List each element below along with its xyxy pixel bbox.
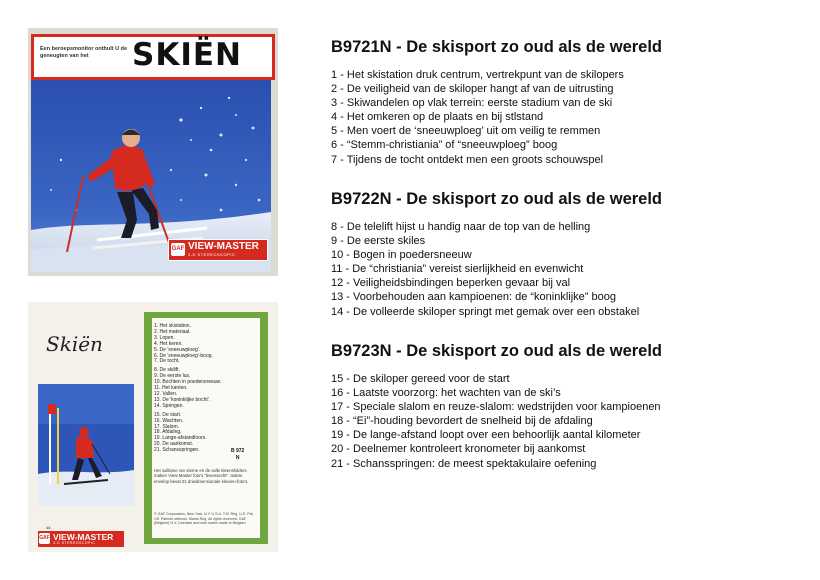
list-item: 9 - De eerste skiles: [331, 235, 426, 248]
list-item: 4 - Het omkeren op de plaats en bij stlstand: [331, 111, 544, 124]
back-cover-title: Skiën: [46, 332, 103, 356]
view-master-brand-text: VIEW-MASTER: [188, 241, 259, 252]
list-item: 9. De eerste lus.: [154, 373, 191, 380]
list-item: 1 - Het skistation druk centrum, vertrekpunt van de skilopers: [331, 69, 624, 81]
list-item: 19. Lange-afstandloors.: [154, 435, 207, 442]
gaf-logo: GAF: [39, 533, 50, 544]
reel-scene-list: [331, 372, 662, 471]
list-item: 13 - Voorbehouden aan kampioenen: de “koninklijke” boog: [331, 291, 616, 304]
list-item: 12 - Veiligheidsbindingen beperken gevaar bij val: [331, 277, 571, 290]
list-item: 13. De 'koninklijke bocht'.: [154, 396, 211, 403]
view-master-brand-text: VIEW-MASTER: [53, 532, 114, 542]
gaf-logo: GAF: [171, 243, 185, 256]
reel-code-suffix: N: [235, 455, 240, 461]
back-cover-skier-photo: [38, 384, 134, 506]
slalom-skier-illustration: [38, 384, 134, 506]
list-item: 5 - Men voert de ‘sneeuwploeg’ uit om veilig te remmen: [331, 125, 601, 138]
list-item: 8. De skilift.: [154, 367, 180, 374]
list-item: 16. Wachten.: [154, 417, 184, 424]
back-cover-description: Het vuillame ran sterne en de solle kleensfolders maken View-Master foto's "levensecht". Iedere envelop bevat 21 driedimensionale kleuren-foto's.: [154, 468, 249, 484]
list-item: 17. Slalom.: [154, 423, 180, 430]
reel-scene-list: [331, 220, 662, 319]
list-item: 15 - De skiloper gereed voor de start: [331, 373, 510, 385]
reel-code-number: B 972: [231, 448, 245, 454]
list-item: 10. Bochten in poedersneeuw.: [154, 379, 222, 386]
back-cover-contents-panel: [152, 318, 260, 538]
list-item: 12. Vallen.: [154, 390, 178, 397]
list-item: 14. Springen.: [154, 402, 184, 409]
list-item: 16 - Laatste voorzorg: het wachten van de ski’s: [331, 387, 561, 400]
list-item: 11 - De “christiania” vereist sierlijkheid en evenwicht: [331, 263, 584, 276]
list-item: 10 - Bogen in poedersneeuw: [331, 249, 472, 262]
front-cover-header: [31, 34, 275, 80]
list-item: 3 - Skiwandelen op vlak terrein: eerste stadium van de ski: [331, 97, 613, 110]
list-item: 17 - Speciale slalom en reuze-slalom: wedstrijden voor kampioenen: [331, 401, 661, 414]
list-item: 19 - De lange-afstand loopt over een behoorlijk aantal kilometer: [331, 429, 641, 442]
list-item: 7 - Tijdens de tocht ontdekt men een groots schouwspel: [331, 153, 604, 166]
list-item: 21. Schansspringen.: [154, 447, 200, 454]
reel-title: B9722N - De skisport zo oud als de wereld: [331, 190, 663, 208]
back-cover-small-number: 48: [46, 525, 51, 530]
back-cover-image: [28, 302, 278, 552]
reel-title: B9723N - De skisport zo oud als de wereld: [331, 342, 663, 360]
list-item: 14 - De volleerde skiloper springt met gemak over een obstakel: [331, 305, 640, 318]
back-cover-scene-list: [154, 324, 258, 454]
list-item: 6. De 'sneeuwploeg'-boog.: [154, 352, 213, 359]
list-item: 2 - De veiligheid van de skiloper hangt af van de uitrusting: [331, 83, 614, 96]
back-cover-legal-text: © GAF Corporation, New York, N.Y. U.S.A. T.M. Reg. U.S. Pat. Off. Patente obtenus. Marks Reg. All rights reserved. GAF (Belgium) N.V. Licensee and sole marks made in Belgium.: [154, 512, 254, 526]
front-cover-tagline: Een beroepsmonitor onthult U de geneugten van het: [40, 46, 128, 59]
list-item: 1. Het skistation.: [154, 323, 191, 329]
front-cover-logo: SKIËN: [132, 37, 243, 73]
view-master-logo: [168, 239, 268, 261]
list-item: 8 - De telelift hijst u handig naar de top van de helling: [331, 221, 591, 233]
reel-code: [231, 448, 244, 462]
front-cover-image: [28, 28, 278, 276]
list-item: 5. De 'sneeuwploeg'.: [154, 346, 201, 353]
list-item: 21 - Schansspringen: de meest spektakulaire oefening: [331, 457, 597, 470]
list-item: 2. Het materiaal.: [154, 328, 191, 335]
reel-section-b9722n: [331, 188, 662, 319]
view-master-subtitle: 3-D STEREOSCOPIC: [188, 252, 236, 257]
list-item: 18 - “Ei”-houding bevordert de snelheid bij de afdaling: [331, 415, 593, 428]
list-item: 4. Het keren.: [154, 340, 183, 347]
list-item: 11. Het kanten.: [154, 385, 188, 392]
reel-section-b9721n: [331, 36, 662, 167]
reel-scene-list: [331, 68, 662, 167]
list-item: 6 - “Stemm-christiania” of “sneeuwploeg” boog: [331, 139, 558, 152]
reel-title: B9721N - De skisport zo oud als de wereld: [331, 38, 663, 56]
reel-section-b9723n: [331, 340, 662, 471]
list-item: 20. De aankomst.: [154, 441, 194, 448]
list-item: 15. De start.: [154, 411, 182, 418]
view-master-logo: [38, 531, 124, 547]
list-item: 7. De tocht.: [154, 358, 180, 365]
list-item: 3. Lopen.: [154, 334, 175, 341]
view-master-subtitle: 3-D STEREOSCOPIC: [53, 541, 96, 545]
list-item: 20 - Deelnemer kontroleert kronometer bij aankomst: [331, 443, 586, 456]
list-item: 18. Afdaling.: [154, 429, 182, 436]
